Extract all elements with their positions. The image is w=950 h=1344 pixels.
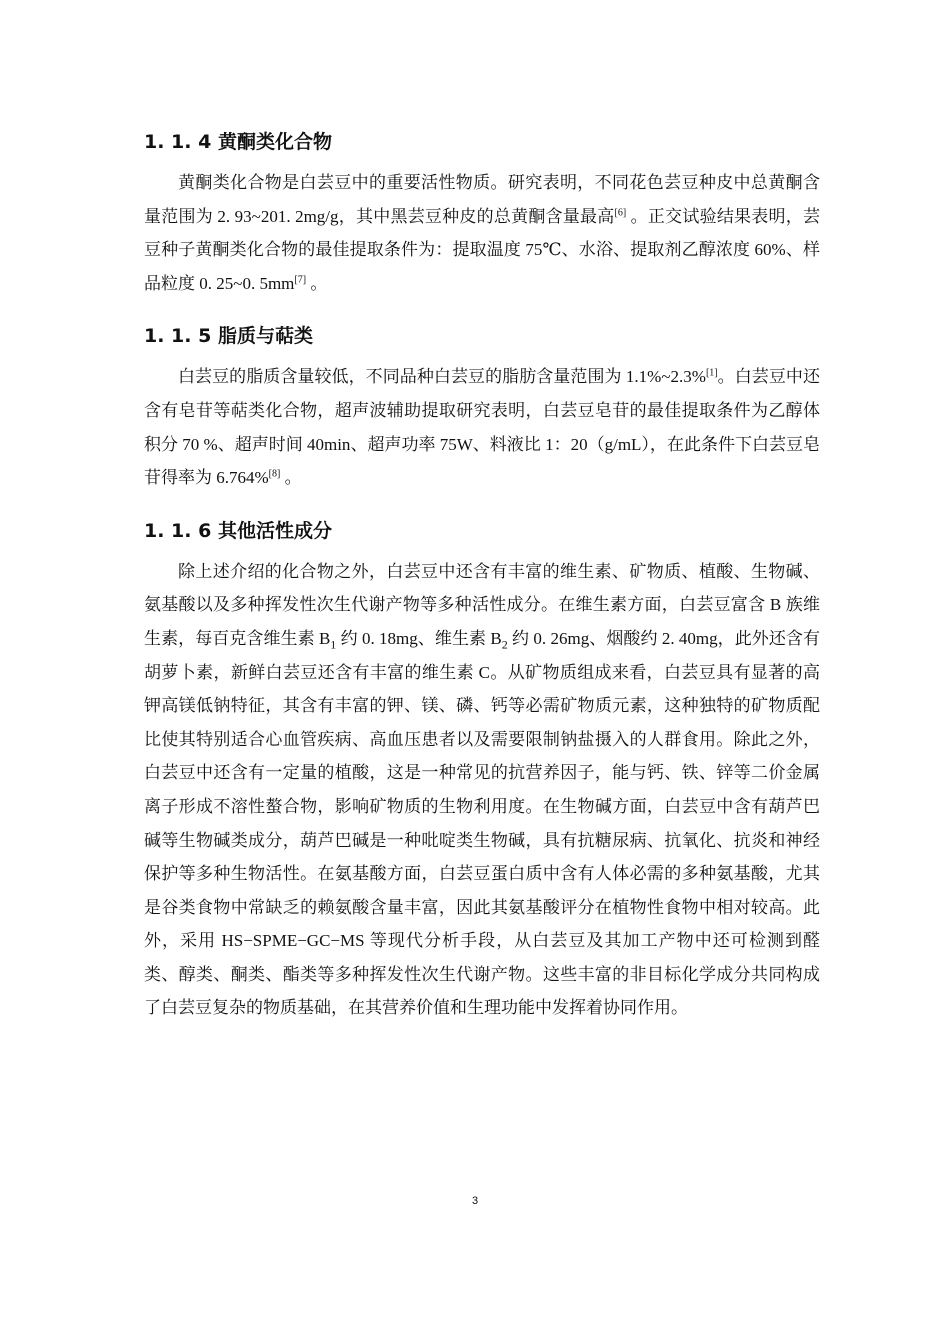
paragraph-lipids-terpenes	[144, 360, 820, 494]
citation-6: [6]	[614, 206, 627, 218]
paragraph-other-components	[144, 555, 820, 1025]
subscript: 1	[330, 637, 337, 652]
paragraph-text: 。	[280, 468, 302, 488]
paragraph-flavonoids	[144, 166, 820, 300]
section-heading-lipids-terpenes: 1. 1. 5 脂质与萜类	[144, 325, 313, 348]
subscript: 2	[501, 637, 508, 652]
paragraph-text: 。	[306, 273, 328, 293]
page-number: 3	[471, 1195, 479, 1207]
paragraph-text: 。白芸豆中还含有皂苷等萜类化合物，超声波辅助提取研究表明，白芸豆皂苷的最佳提取条件为乙醇体积分 70 %、超声时间 40min、超声功率 75W、料液比 1：20（g/mL），在此条件下白芸豆皂苷得率为 6.764%	[144, 367, 820, 488]
paragraph-text: 约 0. 26mg、烟酸约 2. 40mg，此外还含有胡萝卜素，新鲜白芸豆还含有丰富的维生素 C。从矿物质组成来看，白芸豆具有显著的高钾高镁低钠特征，其含有丰富的钾、镁、磷、钙等必需矿物质元素，这种独特的矿物质配比使其特别适合心血管疾病、高血压患者以及需要限制钠盐摄入的人群食用。除此之外，白芸豆中还含有一定量的植酸，这是一种常见的抗营养因子，能与钙、铁、锌等二价金属离子形成不溶性螯合物，影响矿物质的生物利用度。在生物碱方面，白芸豆中含有葫芦巴碱等生物碱类成分，葫芦巴碱是一种吡啶类生物碱，具有抗糖尿病、抗氧化、抗炎和神经保护等多种生物活性。在氨基酸方面，白芸豆蛋白质中含有人体必需的多种氨基酸，尤其是谷类食物中常缺乏的赖氨酸含量丰富，因此其氨基酸评分在植物性食物中相对较高。此外，采用 HS−SPME−GC−MS 等现代分析手段，从白芸豆及其加工产物中还可检测到醛类、醇类、酮类、酯类等多种挥发性次生代谢产物。这些丰富的非目标化学成分共同构成了白芸豆复杂的物质基础，在其营养价值和生理功能中发挥着协同作用。	[144, 628, 820, 1018]
paragraph-text: 白芸豆的脂质含量较低，不同品种白芸豆的脂肪含量范围为 1.1%~2.3%	[178, 367, 706, 387]
paragraph-text: 。正交试验结果表明，芸豆种子黄酮类化合物的最佳提取条件为：提取温度 75℃、水浴、提取剂乙醇浓度 60%、样品粒度 0. 25~0. 5mm	[144, 206, 820, 293]
paragraph-text: 除上述介绍的化合物之外，白芸豆中还含有丰富的维生素、矿物质、植酸、生物碱、氨基酸以及多种挥发性次生代谢产物等多种活性成分。在维生素方面，白芸豆富含 B 族维生素，每百克含维生素 B	[144, 561, 820, 648]
paragraph-text: 黄酮类化合物是白芸豆中的重要活性物质。研究表明，不同花色芸豆种皮中总黄酮含量范围为 2. 93~201. 2mg/g，其中黑芸豆种皮的总黄酮含量最高	[144, 173, 820, 226]
paragraph-text: 约 0. 18mg、维生素 B	[336, 628, 502, 648]
document-page	[144, 118, 820, 1037]
section-heading-flavonoids: 1. 1. 4 黄酮类化合物	[144, 131, 332, 153]
citation-1: [1]	[705, 367, 718, 379]
section-heading-other-components: 1. 1. 6 其他活性成分	[144, 519, 332, 542]
citation-7: [7]	[294, 274, 307, 286]
citation-8: [8]	[268, 468, 281, 480]
